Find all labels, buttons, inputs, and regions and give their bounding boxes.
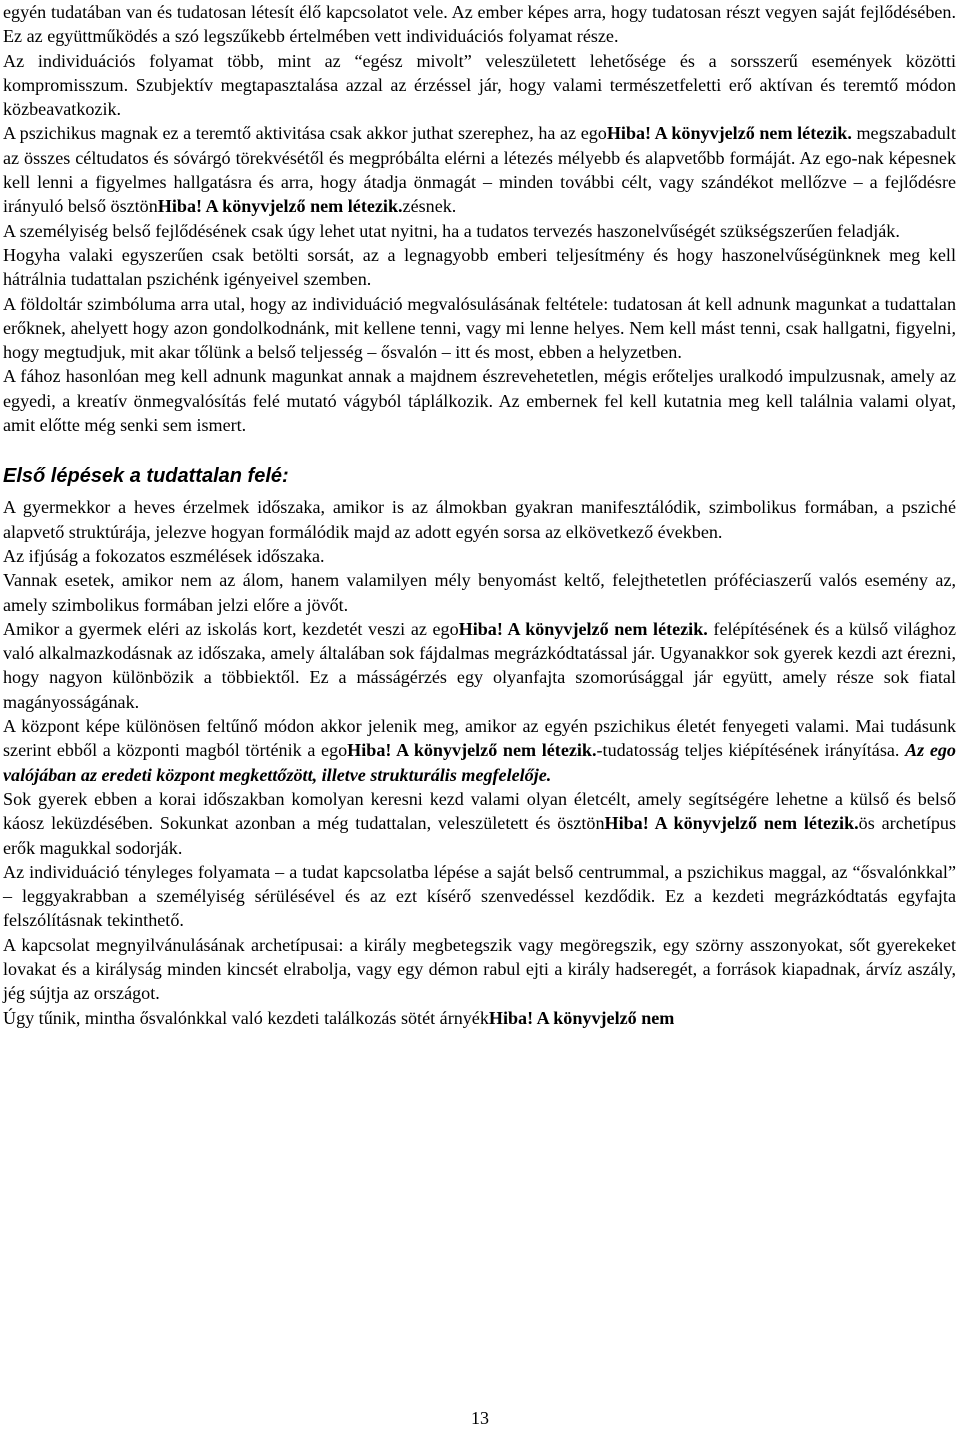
paragraph bbox=[3, 243, 956, 292]
text-run: A gyermekkor a heves érzelmek időszaka, amikor is az álmokban gyakran manifesztálódik, szimbolikus formában, a psziché alapvető struktúrája, jelezve hogyan formálódik majd az adott egyén sorsa az elkövetkező években. bbox=[3, 497, 956, 542]
text-run: Sok gyerek ebben a korai időszakban komolyan keresni kezd valami olyan életcélt, amely segítségére lehetne a külső és belső káosz leküzdésében. Sokunkat azonban a még tudattalan, veleszületett és ösztön bbox=[3, 788, 956, 834]
text-block-upper bbox=[3, 0, 956, 437]
text-run: -tudatosság teljes kiépítésének irányítása. bbox=[596, 740, 906, 761]
text-run: A kapcsolat megnyilvánulásának archetípusai: a király megbetegszik vagy megöregszik, egy szörny asszonyokat, sőt gyerekeket lovakat és a királyság minden kincsét elrabolja, vagy egy démon rabul ejti a király hadseregét, a források kiapadnak, árvíz aszály, jég sújtja az országot. bbox=[3, 934, 956, 1004]
bold-text: Hiba! A könyvjelző nem létezik. bbox=[157, 196, 403, 217]
paragraph bbox=[3, 617, 956, 714]
paragraph bbox=[3, 0, 956, 49]
paragraph bbox=[3, 714, 956, 787]
text-run: megszabadult az összes céltudatos és sóvárgó törekvésétől és megpróbálta elérni a létezés mélyebb és alapvetőbb formáját. Az ego-nak képesnek kell lenni a figyelmes hallgatásra és arra, hogy átadja önmagát – minden további célt, vagy szándékot mellőzve – a fejlődésre irányuló belső ösztön bbox=[3, 123, 956, 217]
text-run: A személyiség belső fejlődésének csak úgy lehet utat nyitni, ha a tudatos tervezés haszonelvűségét szükségszerűen feladják. bbox=[3, 220, 900, 241]
paragraph bbox=[3, 544, 956, 568]
text-run: Az ifjúság a fokozatos eszmélések időszaka. bbox=[3, 545, 325, 566]
paragraph bbox=[3, 121, 956, 218]
page-number: 13 bbox=[471, 1408, 489, 1428]
paragraph bbox=[3, 495, 956, 544]
paragraph bbox=[3, 787, 956, 860]
text-block-lower bbox=[3, 495, 956, 1030]
text-run: zésnek. bbox=[402, 196, 457, 217]
text-run: Az individuáció tényleges folyamata – a tudat kapcsolatba lépése a saját belső centrummal, a pszichikus maggal, az “ősvalónkkal” – leggyakrabban a személyiség sérülésével és az ezt kísérő szenvedéssel kezdődik. Ez a kezdeti megrázkódtatás egyfajta felszólításnak tekinthető. bbox=[3, 861, 956, 931]
text-run: A pszichikus magnak ez a teremtő aktivitása csak akkor juthat szerephez, ha az ego bbox=[3, 123, 607, 144]
text-run: Az individuációs folyamat több, mint az “egész mivolt” veleszületett lehetősége és a sorsszerű események közötti kompromisszum. Szubjektív megtapasztalása azzal az érzéssel jár, hogy valami természetfeletti erő aktívan és teremtő módon közbeavatkozik. bbox=[3, 50, 956, 120]
bold-text: Hiba! A könyvjelző nem létezik. bbox=[347, 740, 597, 761]
bold-text: Hiba! A könyvjelző nem létezik. bbox=[458, 618, 708, 639]
bold-text: Hiba! A könyvjelző nem bbox=[488, 1007, 675, 1028]
text-run: egyén tudatában van és tudatosan létesít élő kapcsolatot vele. Az ember képes arra, hogy tudatosan részt vegyen saját fejlődésében. Ez az együttműködés a szó legszűkebb értelmében vett individuációs folyamat része. bbox=[3, 2, 956, 47]
bold-text: Hiba! A könyvjelző nem létezik. bbox=[606, 123, 852, 144]
paragraph bbox=[3, 49, 956, 122]
text-run: A földoltár szimbóluma arra utal, hogy az individuáció megvalósulásának feltétele: tudatosan át kell adnunk magunkat a tudattalan erőknek, ahelyett hogy azon gondolkodnánk, mit kellene tenni, vagy mi lenne helyes. Nem kell mást tenni, csak hallgatni, figyelni, hogy megtudjuk, mit akar tőlünk a belső teljesség – ősvalón – itt és most, ebben a helyzetben. bbox=[3, 293, 956, 363]
text-run: Hogyha valaki egyszerűen csak betölti sorsát, az a legnagyobb emberi teljesítmény és hogy haszonelvűségünknek meg kell hátrálnia tudattalan pszichénk igényeivel szemben. bbox=[3, 244, 956, 290]
text-run: A központ képe különösen feltűnő módon akkor jelenik meg, amikor az egyén pszichikus életét fenyegeti valami. Mai tudásunk szerint ebből a központi magból történik a ego bbox=[3, 716, 956, 761]
bold-text: Hiba! A könyvjelző nem létezik. bbox=[604, 813, 859, 834]
paragraph bbox=[3, 292, 956, 365]
paragraph bbox=[3, 568, 956, 617]
text-run: Úgy tűnik, mintha ősvalónkkal való kezdeti találkozás sötét árnyék bbox=[3, 1007, 489, 1028]
text-run: Amikor a gyermek eléri az iskolás kort, kezdetét veszi az ego bbox=[3, 618, 459, 639]
text-run: Vannak esetek, amikor nem az álom, hanem valamilyen mély benyomást keltő, felejthetetlen próféciaszerű valós esemény az, amely szimbolikus formában jelzi előre a jövőt. bbox=[3, 570, 956, 615]
paragraph bbox=[3, 364, 956, 437]
section-heading: Első lépések a tudattalan felé: bbox=[3, 465, 289, 488]
paragraph bbox=[3, 1006, 956, 1030]
text-run: ös archetípus erők magukkal sodorják. bbox=[3, 813, 956, 858]
paragraph bbox=[3, 860, 956, 933]
text-run: A fához hasonlóan meg kell adnunk magunkat annak a majdnem észrevehetetlen, mégis erőteljes uralkodó impulzusnak, amely az egyedi, a kreatív önmegvalósítás felé mutató vágyból táplálkozik. Az embernek fel kell kutatnia meg kell találnia valami olyat, amit előtte még senki sem ismert. bbox=[3, 366, 956, 436]
bold-text: Az ego valójában az eredeti központ megkettőzött, illetve strukturális megfelelője. bbox=[3, 740, 956, 785]
document-page bbox=[3, 0, 956, 1030]
paragraph bbox=[3, 219, 956, 243]
paragraph bbox=[3, 933, 956, 1006]
text-run: felépítésének és a külső világhoz való alkalmazkodásnak az időszaka, amely általában sok fájdalmas megrázkódtatással jár. Ugyanakkor sok gyerek kezdi azt érezni, hogy nagyon különbözik a többiektől. Ez a másságérzés egy olyanfajta szomorúsággal jár együtt, amely része sok fiatal magányosságának. bbox=[3, 618, 956, 712]
